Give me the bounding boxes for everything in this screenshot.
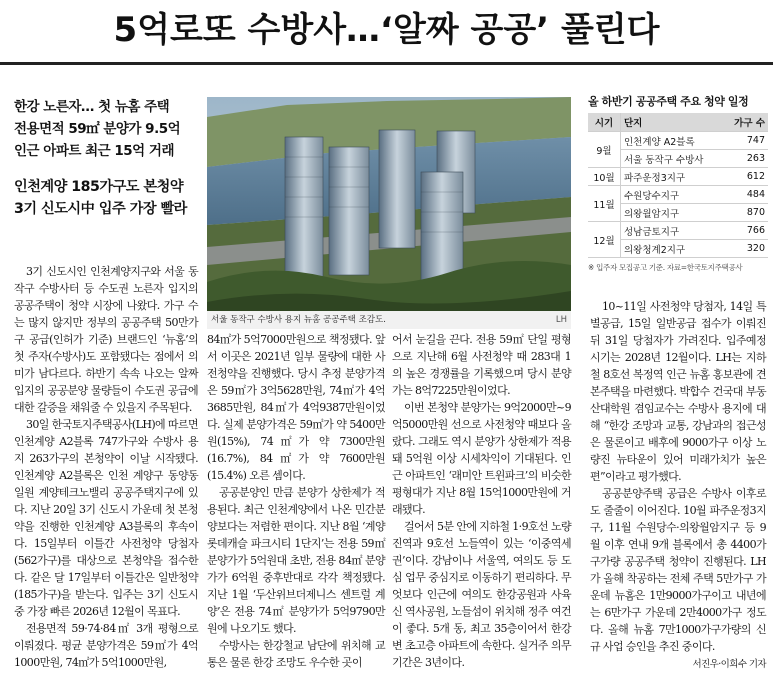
row-units: 747 [722, 132, 768, 150]
schedule-source-note: ※ 입주자 모집공고 기준. 자료=한국토지주택공사 [588, 263, 743, 272]
row-complex: 인천계양 A2블록 [621, 132, 723, 150]
row-month: 10월 [588, 168, 621, 186]
body-paragraph: 어서 눈길을 끈다. 전용 59㎡ 단일 평형으로 지난해 6월 사전청약 때 283대 1의 높은 경쟁률을 기록했으며 당시 분양가는 8억7225만원이었다. [392, 333, 571, 397]
header-complex: 단지 [621, 113, 723, 132]
body-paragraph: 84㎡가 5억7000만원으로 책정됐다. 앞서 이곳은 2021년 일부 물량에 대한 사전청약을 진행했다. 당시 추정 분양가격은 59㎡가 3억5628만원, 74㎡가 4억3685만원, 84㎡가 4억9387만원이었다. 실제 분양가격은 59㎡가 약 5400만원(15%), 74㎡가 약 7300만원(16.7%), 84㎡가 약 7600만원(15.4%) 오른 셈이다. [207, 333, 385, 482]
table-row [588, 132, 768, 150]
row-month: 12월 [588, 222, 621, 258]
body-paragraph: 수방사는 한강철교 남단에 위치해 교통은 물론 한강 조망도 우수한 곳이 [207, 639, 385, 669]
table-row [588, 186, 768, 204]
photo-credit: LH [555, 315, 567, 325]
row-complex: 파주운정3지구 [621, 168, 723, 186]
row-units: 612 [722, 168, 768, 186]
headline: 5억로또 수방사…‘알짜 공공’ 풀린다 [113, 10, 660, 50]
row-month: 11월 [588, 186, 621, 222]
row-complex: 의왕청계2지구 [621, 240, 723, 258]
row-complex: 의왕월암지구 [621, 204, 723, 222]
body-paragraph: 30일 한국토지주택공사(LH)에 따르면 인천계양 A2블록 747가구와 수방사 용지 263가구의 본청약이 이날 시작됐다. 인천계양 A2블록은 인천 계양구 동양동 일원 계양테크노밸리 공공주택지구에 있다. 지난 20일 3기 신도시 가운데 첫 본청약을 진행한 인천계양 A3블록의 후속이다. 15일부터 이틀간 사전청약 당첨자(562가구)를 대상으로 본청약을 접수한다. 같은 달 17일부터 이틀간은 일반청약(185가구)을 받는다. 입주는 3기 신도시 중 가장 빠른 2026년 12월이 목표다. [14, 418, 199, 618]
row-units: 320 [722, 240, 768, 258]
photo-caption [207, 311, 571, 329]
subhead-line: 인천계양 185가구도 본청약 [14, 179, 184, 195]
row-units: 766 [722, 222, 768, 240]
body-paragraph: 공공분양주택 공급은 수방사 이후로도 줄줄이 이어진다. 10월 파주운정3지구, 11월 수원당수·의왕월암지구 등 9월 이후 연내 9개 블록에서 총 4400가구가량 공공주택 청약이 진행된다. LH가 올해 착공하는 전체 주택 5만가구 가운데 뉴홈은 1만9000가구이고 내년에는 6만가구 가운데 2만4000가구 정도다. 올해 뉴홈 7만1000가구가량의 신규 사업 승인을 추진 중이다. [590, 487, 766, 653]
table-row [588, 222, 768, 240]
body-paragraph: 이번 본청약 분양가는 9억2000만~9억5000만원 선으로 사전청약 때보다 올랐다. 그래도 역시 분양가 상한제가 적용돼 5억원 이상 시세차익이 기대된다. 인근 아파트인 ‘래미안 트윈파크’의 비슷한 평형대가 지난 8월 15억1000만원에 거래됐다. [392, 401, 571, 516]
body-paragraph: 공공분양인 만큼 분양가 상한제가 적용된다. 최근 인천계양에서 나온 민간분양보다는 저렴한 편이다. 지난 8월 ‘계양 롯데캐슬 파크시티 1단지’는 전용 59㎡ 분양가가 5억원대 초반, 전용 84㎡ 분양가가 6억원 중후반대로 각각 책정됐다. 지난 1월 ‘두산위브더제니스 센트럴 계양’은 전용 74㎡ 분양가가 5억9790만원에 나오기도 했다. [207, 486, 385, 635]
body-column-1 [14, 263, 198, 671]
body-column-4 [590, 298, 766, 673]
subhead-line: 3기 신도시中 입주 가장 빨라 [14, 201, 187, 217]
header-units: 가구 수 [722, 113, 768, 132]
row-units: 870 [722, 204, 768, 222]
body-paragraph: 전용면적 59·74·84㎡ 3개 평형으로 이뤄졌다. 평균 분양가격은 59㎡가 4억1000만원, 74㎡가 5억1000만원, [14, 622, 198, 669]
row-complex: 서울 동작구 수방사 [621, 150, 723, 168]
subhead-line: 한강 노른자… 첫 뉴홈 주택 [14, 99, 170, 115]
subhead-line: 전용면적 59㎡ 분양가 9.5억 [14, 121, 181, 137]
schedule-box [588, 95, 768, 273]
row-complex: 수원당수지구 [621, 186, 723, 204]
rendering-photo [207, 97, 571, 323]
subheads [14, 96, 200, 220]
byline: 서진우·이희수 기자 [692, 659, 766, 670]
body-paragraph: 3기 신도시인 인천계양지구와 서울 동작구 수방사터 등 수도권 노른자 입지의 공공주택이 청약 시장에 나왔다. 가구 수는 많지 않지만 정부의 공공주택 50만가구 공급(인허가 기준) 브랜드인 ‘뉴홈’의 첫 주자(수방사)도 포함됐다는 점에서 의미가 남다르다. 하반기 속속 나오는 알짜 입지의 공공분양 물량들이 수도권 공급에 대한 갈증을 채워줄 수 있을지 주목된다. [14, 265, 198, 414]
header-month: 시기 [588, 113, 621, 132]
schedule-table [588, 113, 768, 258]
top-rule [0, 62, 773, 65]
subhead-line: 인근 아파트 최근 15억 거래 [14, 143, 174, 159]
row-complex: 성남금토지구 [621, 222, 723, 240]
body-paragraph: 걸어서 5분 안에 지하철 1·9호선 노량진역과 9호선 노들역이 있는 ‘이중역세권’이다. 강남이나 서울역, 여의도 등 도심 업무 중심지로 이동하기 편리하다. 무엇보다 인근에 여의도 한강공원과 사육신 역사공원, 노들섬이 위치해 정주 여건이 좋다. 5개 동, 최고 35층이어서 한강변 초고층 아파트에 속한다. 실거주 의무 기간은 3년이다. [392, 520, 571, 669]
schedule-title: 올 하반기 공공주택 주요 청약 일정 [588, 95, 749, 108]
row-units: 484 [722, 186, 768, 204]
body-paragraph: 10~11일 사전청약 당첨자, 14일 특별공급, 15일 일반공급 접수가 이뤄진 뒤 31일 당첨자가 가려진다. 입주예정시기는 2028년 12월이다. LH는 지하철 8호선 복정역 인근 뉴홈 홍보관에 견본주택을 마련했다. 박합수 건국대 부동산대학원 겸임교수는 수방사 용지에 대해 “한강 조망과 교통, 강남과의 접근성은 물론이고 배후에 9000가구 이상 노량진 뉴타운이 있어 미래가치가 높은 편”이라고 평가했다. [590, 300, 766, 483]
body-column-3 [392, 331, 571, 671]
row-month: 9월 [588, 132, 621, 168]
table-header-row [588, 113, 768, 132]
row-units: 263 [722, 150, 768, 168]
body-column-2 [207, 331, 385, 671]
table-row [588, 168, 768, 186]
caption-text: 서울 동작구 수방사 용지 뉴홈 공공주택 조감도. [211, 315, 386, 325]
